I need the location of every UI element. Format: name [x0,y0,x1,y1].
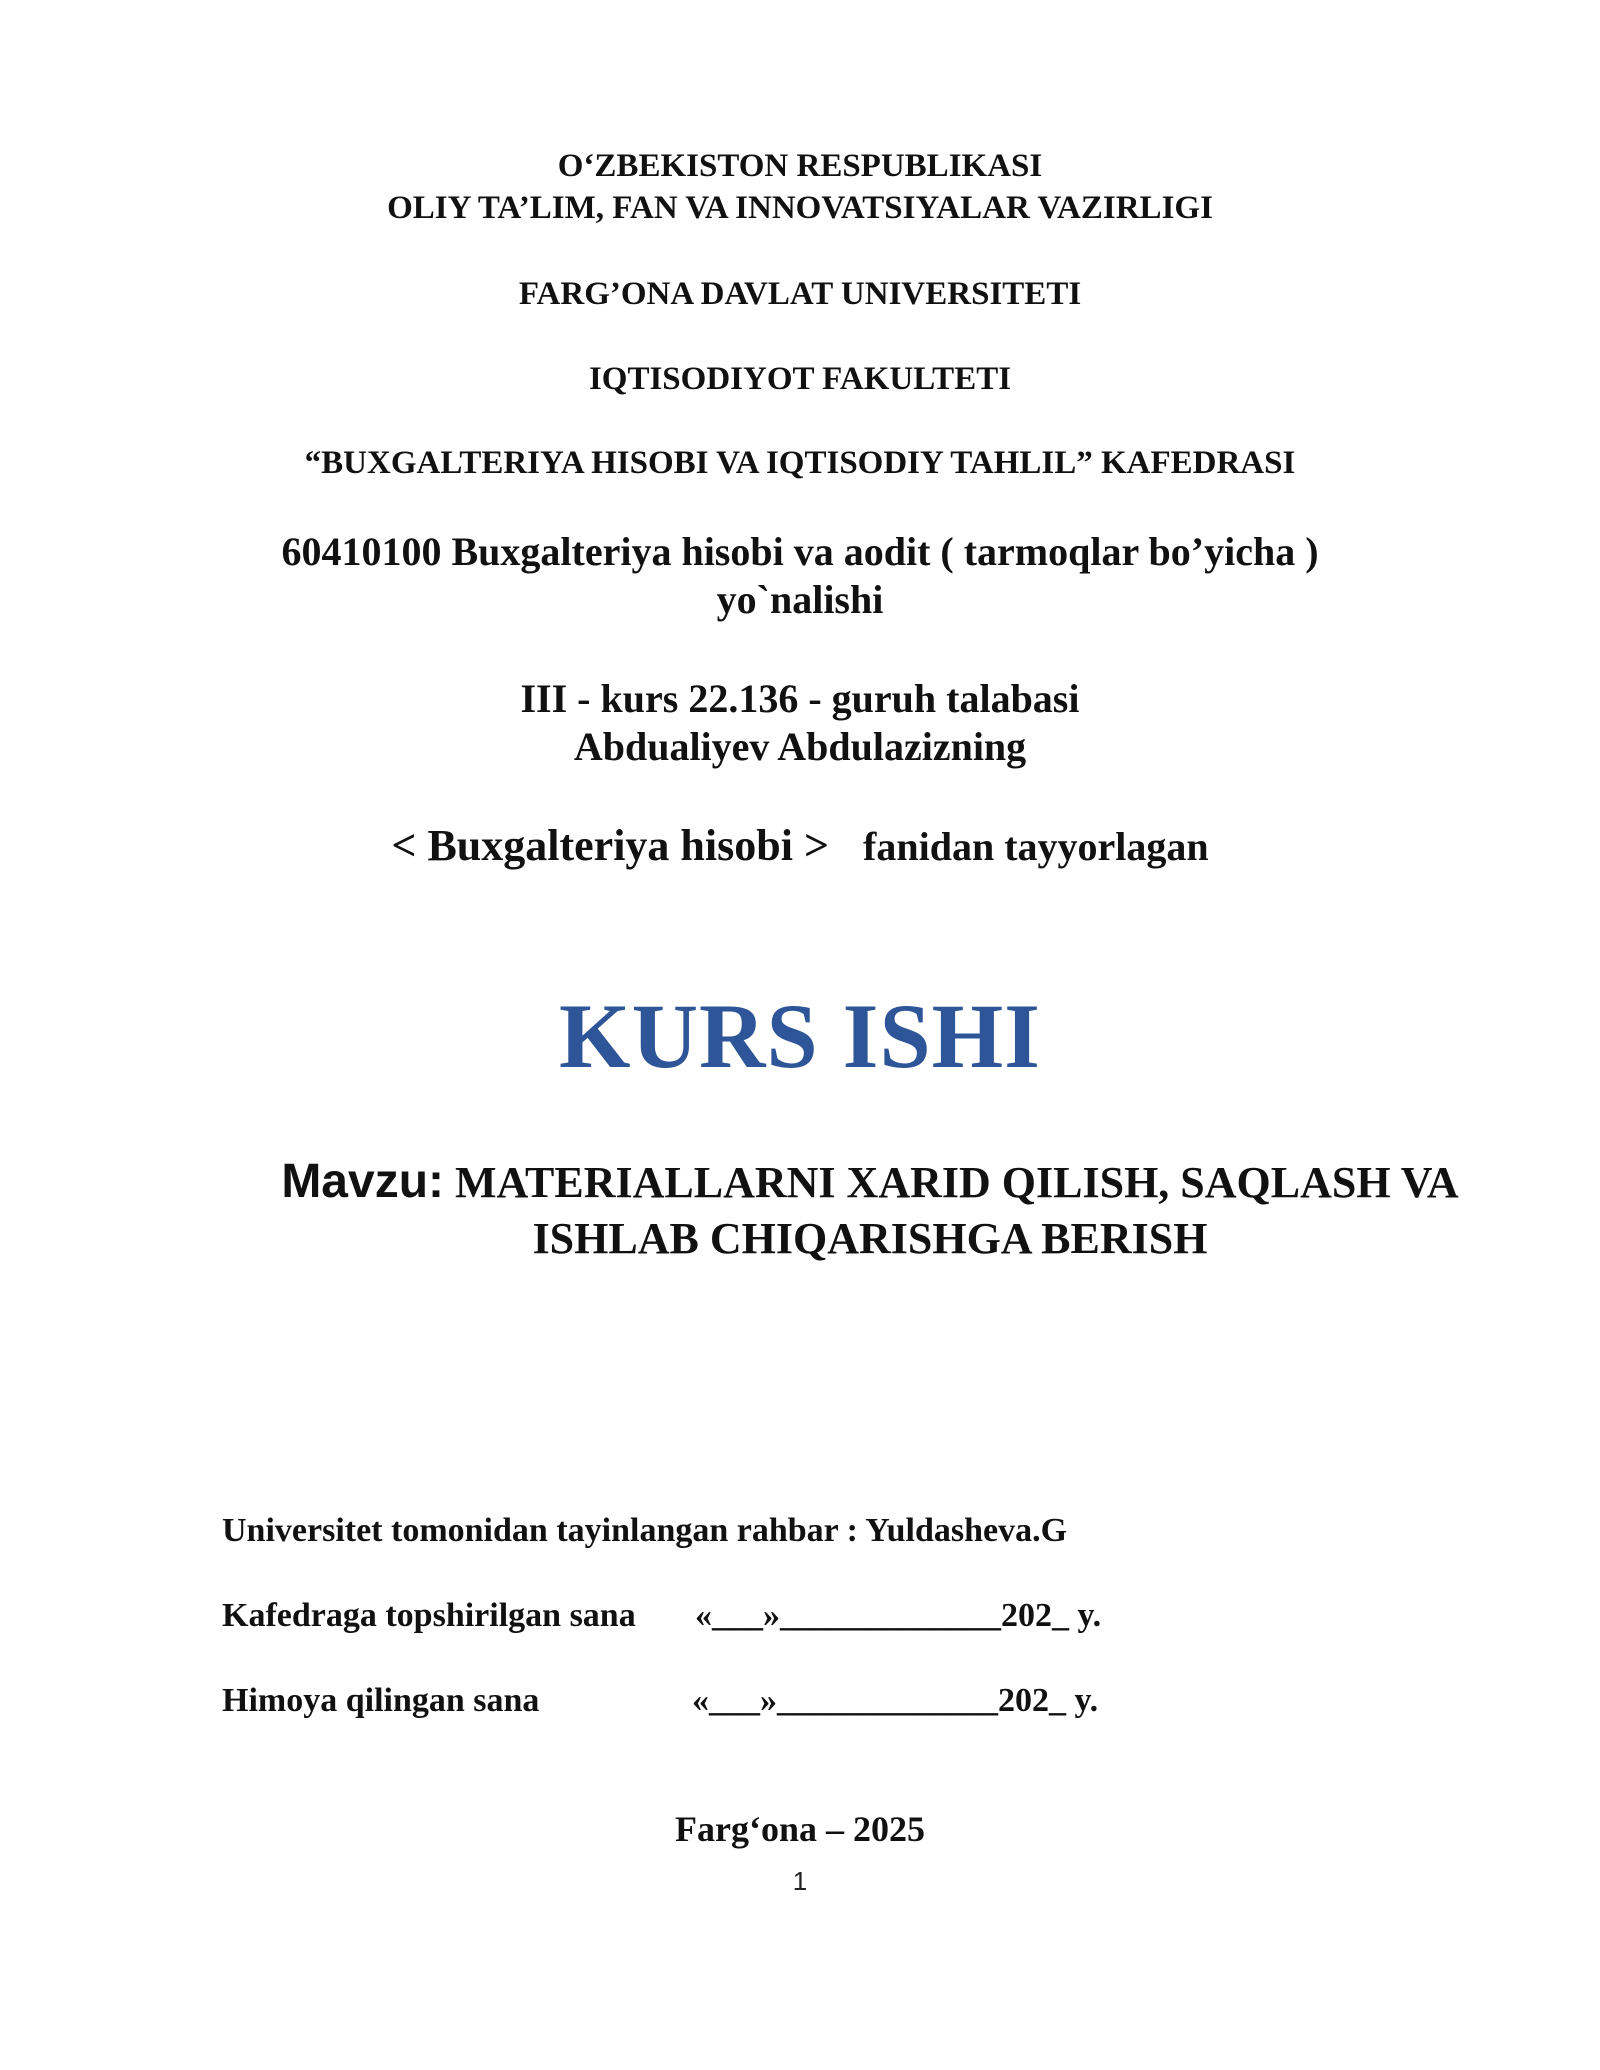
topic-label: Mavzu: [281,1155,444,1208]
student-course-group: III - kurs 22.136 - guruh talabasi [520,676,1080,721]
topic-block [220,1154,1520,1267]
subject-name: < Buxgalteriya hisobi > [391,821,830,870]
faculty-name: IQTISODIYOT FAKULTETI [588,361,1012,397]
city-year: Farg‘ona – 2025 [675,1809,925,1849]
defended-date-label: Himoya qilingan sana [222,1682,540,1719]
submitted-date-value: «___»_____________202_ y. [695,1597,1102,1634]
advisor-label: Universitet tomonidan tayinlangan rahbar : Yuldasheva.G [222,1512,1068,1549]
ministry-name: OLIY TA’LIM, FAN VA INNOVATSIYALAR VAZIRLIGI [387,190,1213,226]
document-type-title: KURS ISHI [559,985,1041,1087]
subject-line [0,820,1600,871]
specialty-line-1: 60410100 Buxgalteriya hisobi va aodit ( tarmoqlar bo’yicha ) [281,529,1319,574]
page-number: 1 [792,1866,808,1896]
topic-line-1: MATERIALLARNI XARID QILISH, SAQLASH VA [455,1158,1459,1207]
submitted-date-label: Kafedraga topshirilgan sana [222,1597,636,1634]
topic-line-2: ISHLAB CHIQARISHGA BERISH [532,1214,1208,1263]
defended-date-value: «___»_____________202_ y. [692,1682,1099,1719]
student-name: Abdualiyev Abdulazizning [573,724,1027,769]
submitted-date-row [222,1597,1101,1635]
university-name: FARG’ONA DAVLAT UNIVERSITETI [518,276,1082,312]
subject-suffix: fanidan tayyorlagan [863,824,1209,869]
advisor-row [222,1512,1067,1550]
republic-name: O‘ZBEKISTON RESPUBLIKASI [557,148,1043,184]
specialty-line-2: yo`nalishi [716,577,884,622]
defended-date-row [222,1682,1098,1720]
department-name: “BUXGALTERIYA HISOBI VA IQTISODIY TAHLIL” KAFEDRASI [304,445,1296,481]
